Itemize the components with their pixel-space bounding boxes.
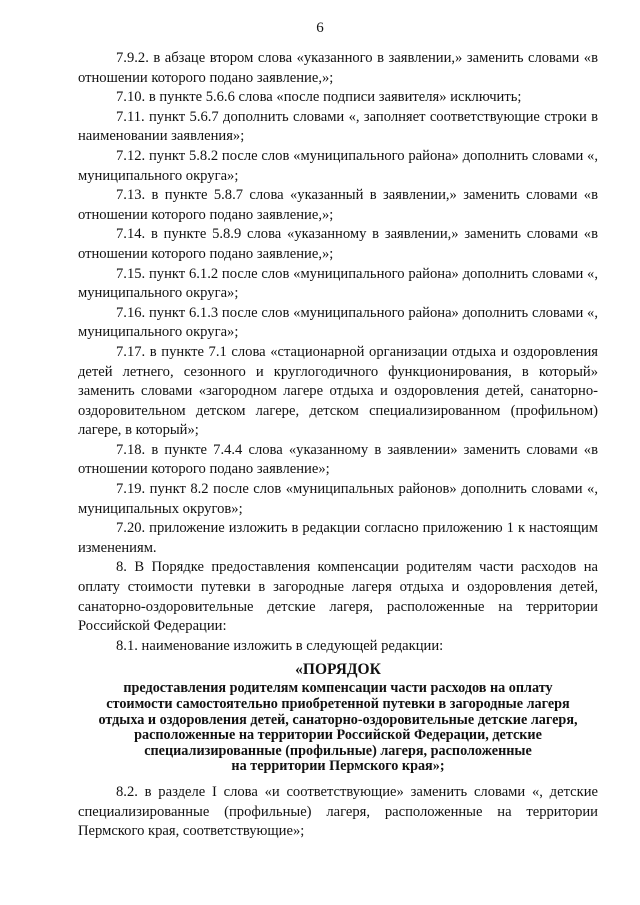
paragraph-7-12: 7.12. пункт 5.8.2 после слов «муниципального района» дополнить словами «, муниципального округа»;	[78, 147, 598, 184]
paragraph-7-18: 7.18. в пункте 7.4.4 слова «указанному в заявлении» заменить словами «в отношении которого подано заявление»;	[78, 441, 598, 478]
paragraph-7-13: 7.13. в пункте 5.8.7 слова «указанный в заявлении,» заменить словами «в отношении которого подано заявление,»;	[78, 187, 598, 223]
paragraph-7-20: 7.20. приложение изложить в редакции согласно приложению 1 к настоящим изменениям.	[78, 520, 598, 556]
order-heading-line: специализированные (профильные) лагеря, расположенные	[144, 742, 532, 759]
paragraph-7-9-2: 7.9.2. в абзаце втором слова «указанного в заявлении,» заменить словами «в отношении которого подано заявление,»;	[78, 50, 598, 86]
page-number: 6	[316, 20, 324, 36]
paragraph-7-16: 7.16. пункт 6.1.3 после слов «муниципального района» дополнить словами «, муниципального округа»;	[78, 304, 598, 341]
paragraph-7-10: 7.10. в пункте 5.6.6 слова «после подписи заявителя» исключить;	[116, 89, 522, 106]
order-heading-line: расположенные на территории Российской Федерации, детские	[134, 727, 542, 744]
paragraph-8-1: 8.1. наименование изложить в следующей редакции:	[116, 637, 444, 654]
paragraph-8: 8. В Порядке предоставления компенсации родителям части расходов на оплату стоимости путевки в загородные лагеря отдыха и оздоровления детей, санаторно-оздоровительные детские лагеря, расположенные на территории Российской Федерации:	[78, 559, 598, 635]
paragraph-7-11: 7.11. пункт 5.6.7 дополнить словами «, заполняет соответствующие строки в наименовании заявления»;	[78, 108, 598, 145]
order-heading-line: отдыха и оздоровления детей, санаторно-оздоровительные детские лагеря,	[98, 711, 578, 728]
order-heading	[78, 660, 598, 775]
order-heading-title: «ПОРЯДОК	[295, 661, 381, 679]
order-heading-line: на территории Пермского края»;	[231, 758, 445, 775]
paragraph-7-15: 7.15. пункт 6.1.2 после слов «муниципального района» дополнить словами «, муниципального округа»;	[78, 265, 598, 302]
order-heading-line: предоставления родителям компенсации части расходов на оплату	[123, 680, 553, 697]
paragraph-7-14: 7.14. в пункте 5.8.9 слова «указанному в заявлении,» заменить словами «в отношении которого подано заявление,»;	[78, 226, 598, 262]
paragraph-7-17: 7.17. в пункте 7.1 слова «стационарной организации отдыха и оздоровления детей летнего, сезонного и круглогодичного функционирования, в который» заменить словами «загородном лагере отдыха и оздоровления детей, санаторно-оздоровительном детском лагере, детском специализированном (профильном) лагере, в который»;	[78, 343, 598, 439]
order-heading-line: стоимости самостоятельно приобретенной путевки в загородные лагеря	[106, 696, 570, 712]
document-body	[78, 49, 598, 842]
paragraph-7-19: 7.19. пункт 8.2 после слов «муниципальных районов» дополнить словами «, муниципальных округов»;	[78, 481, 598, 517]
paragraph-8-2: 8.2. в разделе I слова «и соответствующие» заменить словами «, детские специализированные (профильные) лагеря, расположенные на территории Пермского края, соответствующие»;	[78, 783, 598, 840]
